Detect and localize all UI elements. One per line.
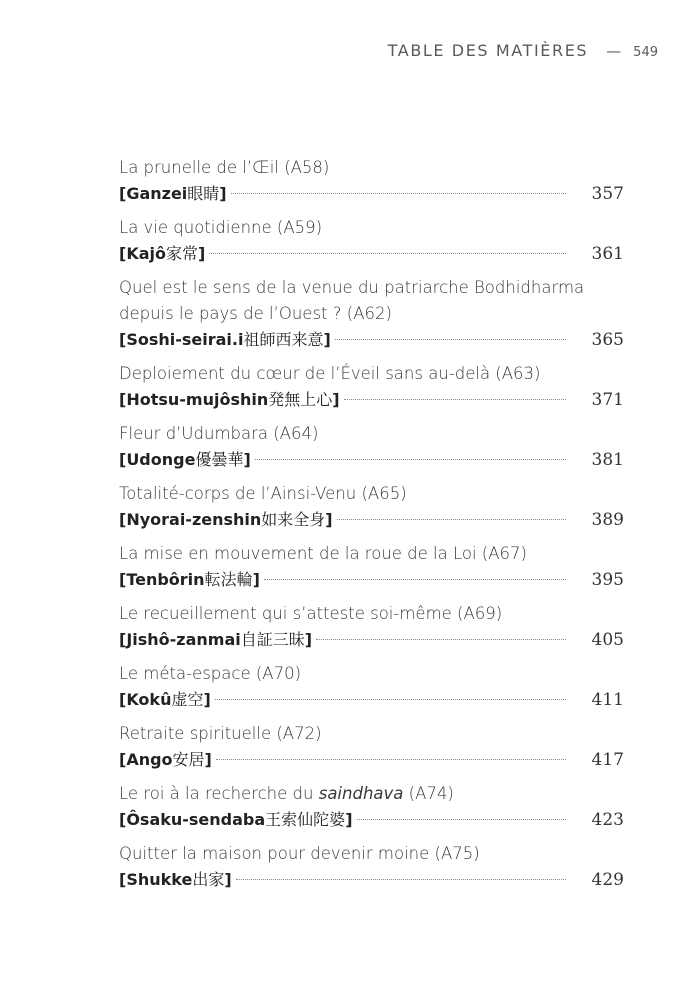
toc-entry[interactable] <box>119 781 624 833</box>
toc-entry-title: Le méta-espace (A70) <box>119 664 302 683</box>
japanese-term <box>119 507 333 533</box>
romanized-term: [Ôsaku-sendaba <box>119 810 266 829</box>
toc-page-number: 361 <box>591 244 624 264</box>
toc-entry-title: Quitter la maison pour devenir moine (A75) <box>119 844 480 863</box>
dot-leader <box>357 818 567 820</box>
closing-bracket: ] <box>203 690 211 709</box>
romanized-term: [Udonge <box>119 450 196 469</box>
page-number: 549 <box>633 45 658 60</box>
kanji-term: 眼睛 <box>187 184 220 203</box>
closing-bracket: ] <box>224 870 232 889</box>
kanji-term: 転法輪 <box>204 570 253 589</box>
romanized-term: [Kokû <box>119 690 172 709</box>
romanized-term: [Ango <box>119 750 173 769</box>
japanese-term <box>119 627 312 653</box>
kanji-term: 家常 <box>165 244 198 263</box>
kanji-term: 自証三昧 <box>240 630 305 649</box>
toc-entry-reference-line <box>119 867 624 893</box>
toc-page-number: 429 <box>591 870 624 890</box>
kanji-term: 祖師西来意 <box>243 330 324 349</box>
japanese-term <box>119 447 251 473</box>
toc-entry-title <box>119 781 624 807</box>
toc-entry-title: Deploiement du cœur de l’Éveil sans au-delà (A63) <box>119 364 541 383</box>
kanji-term: 如来全身 <box>261 510 326 529</box>
toc-entry-reference-line <box>119 627 624 653</box>
toc-entry-reference-line <box>119 181 624 207</box>
kanji-term: 王索仙陀婆 <box>265 810 346 829</box>
kanji-term: 優曇華 <box>195 450 244 469</box>
toc-entry-reference-line <box>119 687 624 713</box>
closing-bracket: ] <box>219 184 227 203</box>
toc-page-number: 423 <box>591 810 624 830</box>
dot-leader <box>264 578 566 580</box>
romanized-term: [Soshi-seirai.i <box>119 330 244 349</box>
toc-entry[interactable] <box>119 421 624 473</box>
toc-page-number: 371 <box>591 390 624 410</box>
toc-entry-reference-line <box>119 747 624 773</box>
toc-entry-reference-line <box>119 241 624 267</box>
dot-leader <box>335 338 566 340</box>
romanized-term: [Shukke <box>119 870 193 889</box>
toc-entry-reference-line <box>119 327 624 353</box>
toc-entry-reference-line <box>119 507 624 533</box>
japanese-term <box>119 241 205 267</box>
japanese-term <box>119 181 227 207</box>
dot-leader <box>344 398 566 400</box>
romanized-term: [Kajô <box>119 244 166 263</box>
toc-entry[interactable] <box>119 541 624 593</box>
toc-entry[interactable] <box>119 481 624 533</box>
dot-leader <box>216 758 566 760</box>
toc-entry[interactable] <box>119 215 624 267</box>
kanji-term: 安居 <box>172 750 205 769</box>
toc-entry-reference-line <box>119 387 624 413</box>
closing-bracket: ] <box>332 390 340 409</box>
toc-page-number: 357 <box>591 184 624 204</box>
toc-page-number: 389 <box>591 510 624 530</box>
kanji-term: 虚空 <box>171 690 204 709</box>
toc-entry-title: La vie quotidienne (A59) <box>119 218 323 237</box>
toc-entry-title: Le recueillement qui s’atteste soi-même (A69) <box>119 604 503 623</box>
toc-entry-reference-line <box>119 567 624 593</box>
kanji-term: 出家 <box>192 870 225 889</box>
romanized-term: [Hotsu-mujôshin <box>119 390 269 409</box>
japanese-term <box>119 387 340 413</box>
closing-bracket: ] <box>304 630 313 649</box>
toc-entry[interactable] <box>119 841 624 893</box>
toc-entry[interactable] <box>119 361 624 413</box>
dot-leader <box>236 878 566 880</box>
japanese-term <box>119 867 232 893</box>
table-of-contents <box>119 155 624 901</box>
toc-entry-title: Totalité-corps de l’Ainsi-Venu (A65) <box>119 484 407 503</box>
japanese-term <box>119 327 331 353</box>
toc-page-number: 395 <box>591 570 624 590</box>
closing-bracket: ] <box>345 810 353 829</box>
dot-leader <box>215 698 566 700</box>
running-head-separator: — <box>606 42 622 60</box>
closing-bracket: ] <box>198 244 206 263</box>
toc-entry-title: Quel est le sens de la venue du patriarche Bodhidharma <box>119 278 585 297</box>
toc-entry[interactable] <box>119 721 624 773</box>
toc-page-number: 417 <box>591 750 624 770</box>
toc-entry-title: La mise en mouvement de la roue de la Loi (A67) <box>119 544 527 563</box>
toc-entry[interactable] <box>119 275 624 353</box>
japanese-term <box>119 567 260 593</box>
japanese-term <box>119 807 353 833</box>
dot-leader <box>231 192 566 194</box>
toc-page-number: 411 <box>591 690 624 710</box>
dot-leader <box>316 638 566 640</box>
toc-entry-title: depuis le pays de l’Ouest ? (A62) <box>119 304 392 323</box>
toc-entry-title: Retraite spirituelle (A72) <box>119 724 322 743</box>
title-text: (A74) <box>403 784 454 803</box>
romanized-term: [Tenbôrin <box>119 570 205 589</box>
toc-entry[interactable] <box>119 601 624 653</box>
romanized-term: [Nyorai-zenshin <box>119 510 262 529</box>
kanji-term: 発無上心 <box>268 390 333 409</box>
toc-entry[interactable] <box>119 661 624 713</box>
japanese-term <box>119 747 212 773</box>
running-head-title: TABLE DES MATIÈRES <box>387 41 589 60</box>
romanized-term: [Ganzei <box>119 184 188 203</box>
running-head <box>388 41 658 60</box>
closing-bracket: ] <box>243 450 251 469</box>
japanese-term <box>119 687 211 713</box>
closing-bracket: ] <box>204 750 212 769</box>
toc-page-number: 365 <box>591 330 624 350</box>
dot-leader <box>255 458 566 460</box>
toc-page-number: 381 <box>591 450 624 470</box>
title-italic-term: saindhava <box>318 784 404 803</box>
toc-page-number: 405 <box>591 630 624 650</box>
title-text: Le roi à la recherche du <box>119 784 319 803</box>
toc-entry-reference-line <box>119 447 624 473</box>
toc-entry-title: Fleur d’Udumbara (A64) <box>119 424 319 443</box>
closing-bracket: ] <box>325 510 333 529</box>
closing-bracket: ] <box>252 570 260 589</box>
closing-bracket: ] <box>323 330 331 349</box>
toc-entry[interactable] <box>119 155 624 207</box>
toc-entry-reference-line <box>119 807 624 833</box>
dot-leader <box>337 518 566 520</box>
romanized-term: [Jishô-zanmai <box>119 630 241 649</box>
dot-leader <box>209 252 566 254</box>
toc-entry-title: La prunelle de l’Œil (A58) <box>119 158 330 177</box>
